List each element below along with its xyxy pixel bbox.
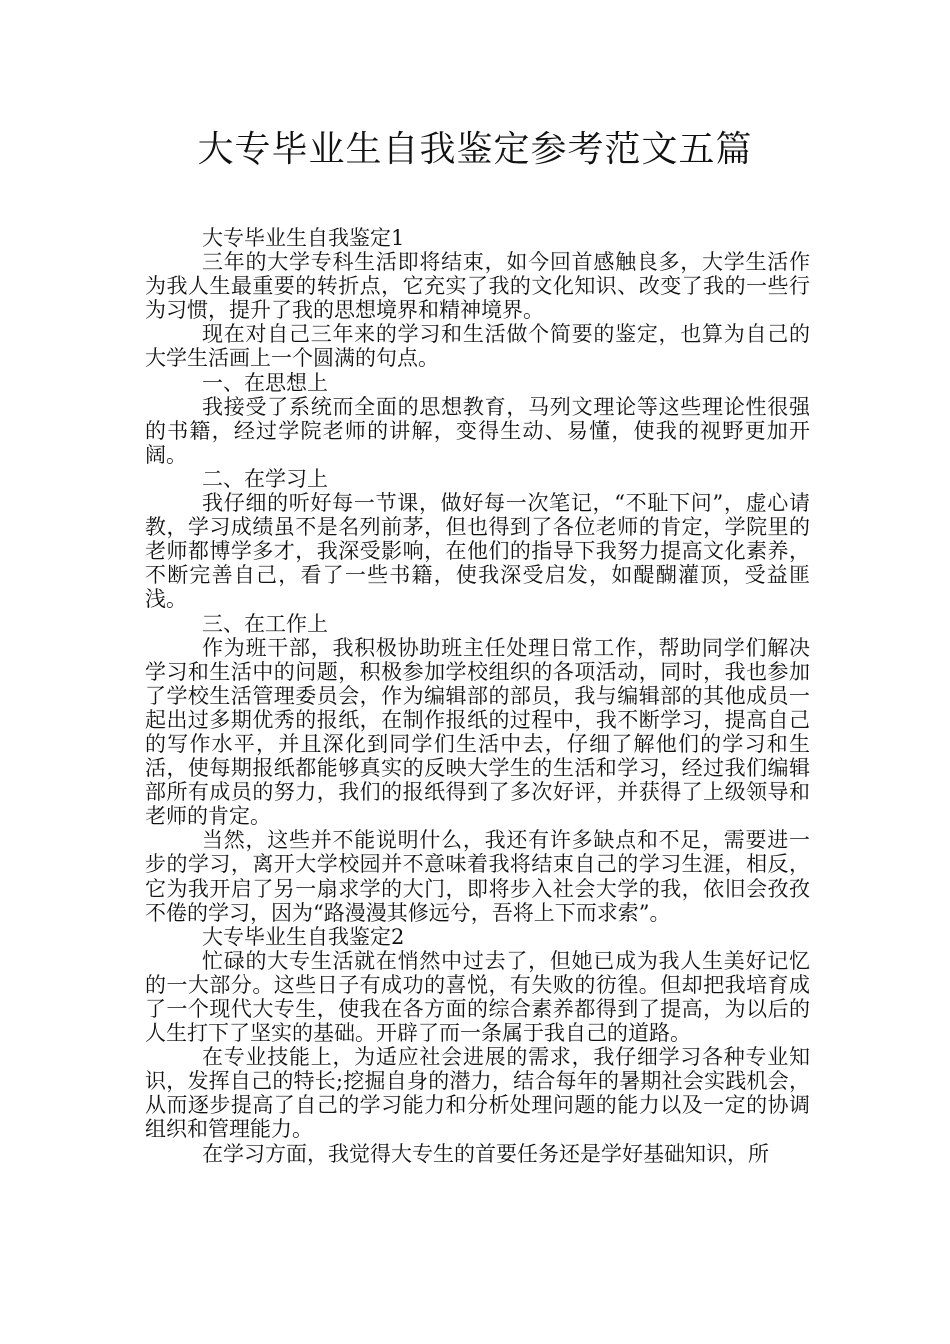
subheading-thought: 一、在思想上 xyxy=(202,370,328,395)
paragraph: 在专业技能上，为适应社会进展的需求，我仔细学习各种专业知识，发挥自己的特长;挖掘自身的潜力，结合每年的暑期社会实践机会，从而逐步提高了自己的学习能力和分析处理问题的能力以及一定的协调组织和管理能力。 xyxy=(145,1045,810,1142)
paragraph: 当然，这些并不能说明什么，我还有许多缺点和不足，需要进一步的学习，离开大学校园并不意味着我将结束自己的学习生涯，相反，它为我开启了另一扇求学的大门，即将步入社会大学的我，依旧会孜孜不倦的学习，因为“路漫漫其修远兮，吾将上下而求索”。 xyxy=(145,828,810,925)
section-heading-2: 大专毕业生自我鉴定2 xyxy=(202,924,405,949)
document-title: 大专毕业生自我鉴定参考范文五篇 xyxy=(197,129,753,170)
paragraph: 三年的大学专科生活即将结束，如今回首感触良多，大学生活作为我人生最重要的转折点，它充实了我的文化知识、改变了我的一些行为习惯，提升了我的思想境界和精神境界。 xyxy=(145,250,810,323)
paragraph: 在学习方面，我觉得大专生的首要任务还是学好基础知识，所 xyxy=(202,1141,769,1166)
paragraph: 现在对自己三年来的学习和生活做个简要的鉴定，也算为自己的大学生活画上一个圆满的句点。 xyxy=(145,322,810,371)
paragraph: 忙碌的大专生活就在悄然中过去了，但她已成为我人生美好记忆的一大部分。这些日子有成功的喜悦，有失败的彷徨。但却把我培育成了一个现代大专生，使我在各方面的综合素养都得到了提高，为以后的人生打下了坚实的基础。开辟了而一条属于我自己的道路。 xyxy=(145,948,810,1046)
paragraph: 作为班干部，我积极协助班主任处理日常工作，帮助同学们解决学习和生活中的问题，积极参加学校组织的各项活动，同时，我也参加了学校生活管理委员会，作为编辑部的部员，我与编辑部的其他成员一起出过多期优秀的报纸，在制作报纸的过程中，我不断学习，提高自己的写作水平，并且深化到同学们生活中去，仔细了解他们的学习和生活，使每期报纸都能够真实的反映大学生的生活和学习，经过我们编辑部所有成员的努力，我们的报纸得到了多次好评，并获得了上级领导和老师的肯定。 xyxy=(145,635,810,829)
section-heading-1: 大专毕业生自我鉴定1 xyxy=(202,226,405,250)
paragraph: 我仔细的听好每一节课，做好每一次笔记，“不耻下问”，虚心请教，学习成绩虽不是名列前茅，但也得到了各位老师的肯定，学院里的老师都博学多才，我深受影响，在他们的指导下我努力提高文化素养，不断完善自己，看了一些书籍，使我深受启发，如醍醐灌顶，受益匪浅。 xyxy=(145,491,810,612)
document-body xyxy=(145,226,810,1166)
subheading-study: 二、在学习上 xyxy=(202,466,328,491)
subheading-work: 三、在工作上 xyxy=(202,611,328,636)
paragraph: 我接受了系统而全面的思想教育，马列文理论等这些理论性很强的书籍，经过学院老师的讲解，变得生动、易懂，使我的视野更加开阔。 xyxy=(145,394,810,467)
